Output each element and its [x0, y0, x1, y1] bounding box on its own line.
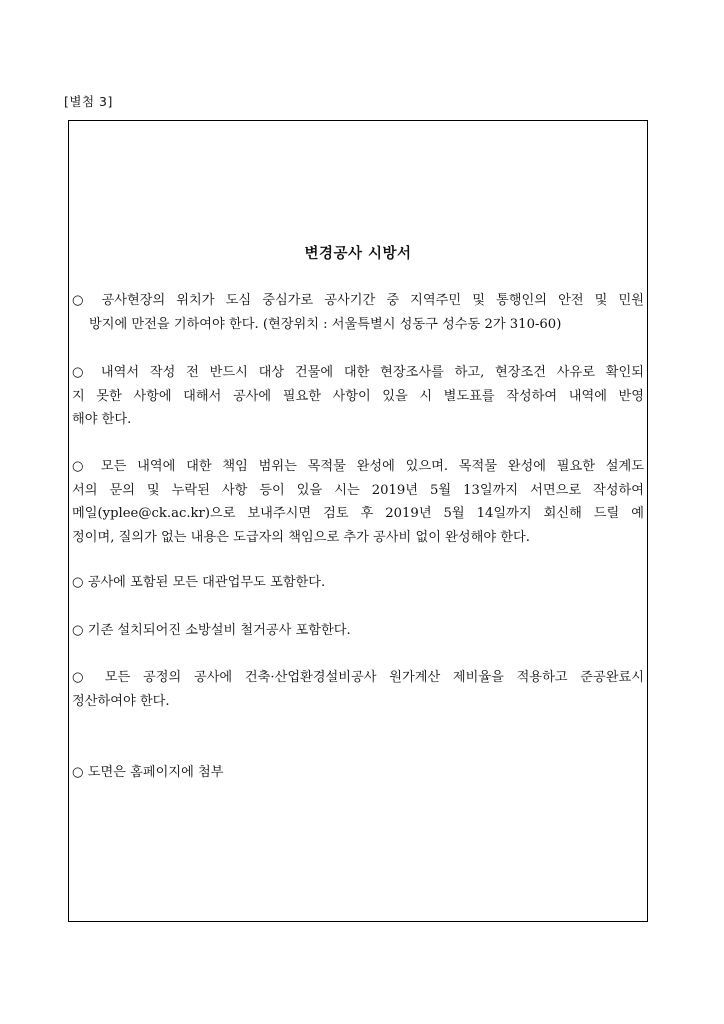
spec-item-permits — [72, 571, 644, 595]
document-frame — [68, 120, 648, 922]
spec-item-line: ○ 도면은 홈페이지에 첨부 — [72, 765, 224, 780]
spec-item-line: ○ 공사에 포함된 모든 대관업무도 포함한다. — [72, 575, 326, 590]
document-title: 변경공사 시방서 — [304, 246, 412, 262]
spec-item-line: ○ 모든 공정의 공사에 건축·산업환경설비공사 원가계산 제비율을 적용하고 준공완료시 — [72, 670, 644, 685]
spec-item-fire-equipment-removal — [72, 619, 644, 643]
spec-item-responsibility — [72, 455, 644, 549]
attachment-label: [별첨 3] — [64, 94, 113, 109]
spec-item-site-safety — [72, 289, 644, 336]
spec-item-line: 방지에 만전을 기하여야 한다. (현장위치 : 서울특별시 성동구 성수동 2가 310-60) — [89, 316, 562, 332]
spec-item-line: ○ 모든 내역에 대한 책임 범위는 목적물 완성에 있으며. 목적물 완성에 필요한 설계도 — [72, 459, 644, 474]
spec-item-line: 해야 한다. — [72, 412, 132, 427]
spec-item-line: ○ 공사현장의 위치가 도심 중심가로 공사기간 중 지역주민 및 통행인의 안전 및 민원 — [72, 293, 644, 308]
spec-item-drawings — [72, 761, 644, 785]
spec-item-line: ○ 내역서 작성 전 반드시 대상 건물에 대한 현장조사를 하고, 현장조건 사유로 확인되 — [72, 365, 644, 380]
spec-item-site-survey — [72, 361, 644, 432]
spec-item-cost-rates — [72, 666, 644, 713]
spec-item-line: 정이며, 질의가 없는 내용은 도급자의 책임으로 추가 공사비 없이 완성해야 한다. — [72, 529, 530, 545]
spec-item-line: ○ 기존 설치되어진 소방설비 철거공사 포함한다. — [72, 623, 351, 638]
spec-item-line: 지 못한 사항에 대해서 공사에 필요한 사항이 있을 시 별도표를 작성하여 내역에 반영 — [72, 388, 644, 404]
spec-item-line: 서의 문의 및 누락된 사항 등이 있을 시는 2019년 5월 13일까지 서면으로 작성하여 — [72, 482, 644, 498]
spec-item-line: 정산하여야 한다. — [72, 693, 170, 709]
spec-item-line: 메일(yplee@ck.ac.kr)으로 보내주시면 검토 후 2019년 5월 14일까지 회신해 드릴 예 — [72, 506, 644, 521]
